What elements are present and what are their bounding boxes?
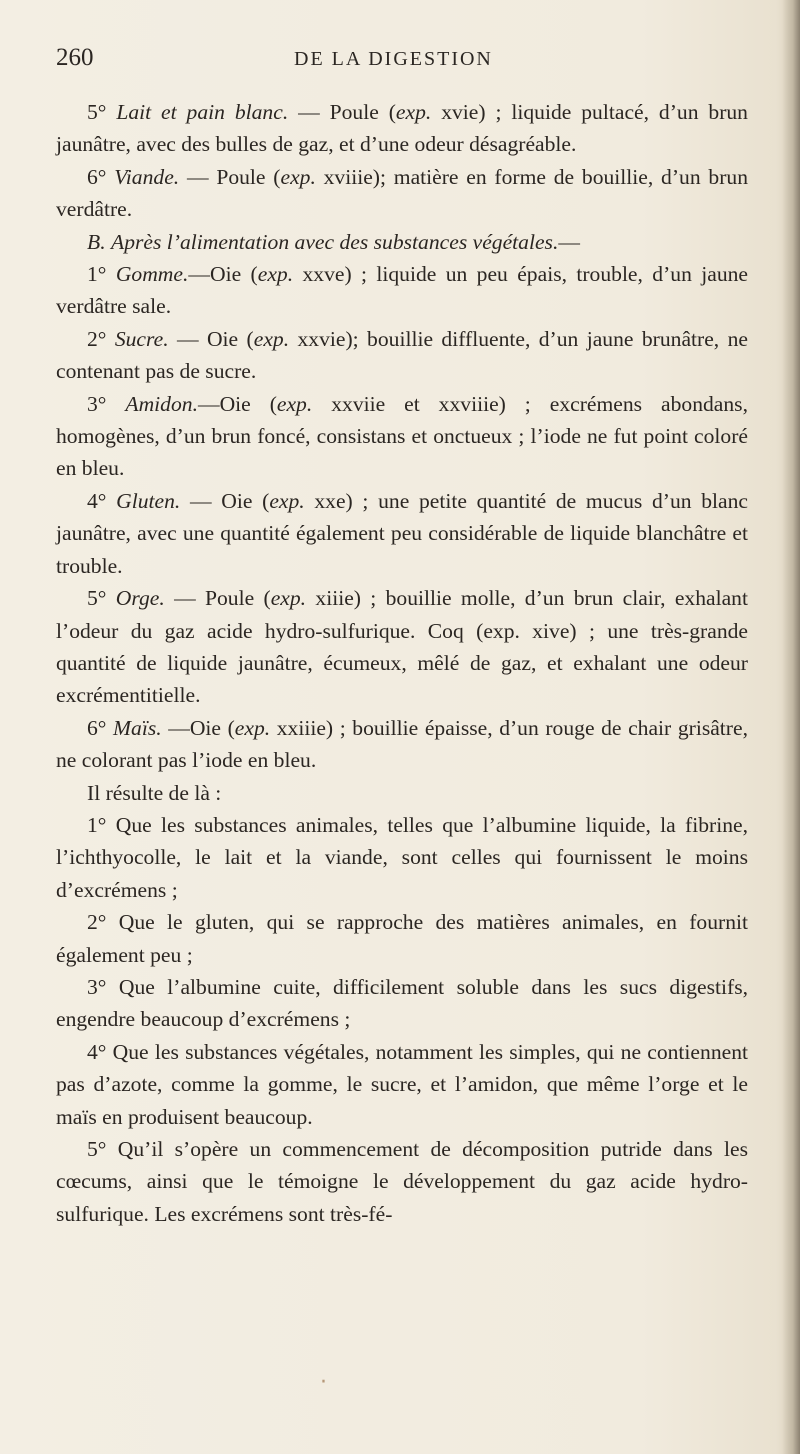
ink-smudge-mark: · xyxy=(320,1370,327,1395)
page-number: 260 xyxy=(56,44,94,71)
paragraph: 2° Sucre. — Oie (exp. xxvie); bouillie diffluente, d’un jaune brunâtre, ne contenant pas de sucre. xyxy=(56,326,748,384)
paragraph: 6° Maïs. —Oie (exp. xxiiie) ; bouillie épaisse, d’un rouge de chair grisâtre, ne colorant pas l’iode en bleu. xyxy=(56,715,748,773)
conclusion-item: 5° Qu’il s’opère un commencement de décomposition putride dans les cœcums, ainsi que le témoigne le développement du gaz acide hydro-sulfurique. Les excrémens sont très-fé- xyxy=(56,1137,748,1226)
conclusion-item: 1° Que les substances animales, telles que l’albumine liquide, la fibrine, l’ichthyocolle, le lait et la viande, sont celles qui fournissent le moins d’excrémens ; xyxy=(56,812,748,902)
paragraph: 1° Gomme.—Oie (exp. xxve) ; liquide un peu épais, trouble, d’un jaune verdâtre sale. xyxy=(56,262,748,319)
paragraph: 3° Amidon.—Oie (exp. xxviie et xxviiie) ; excrémens abondans, homogènes, d’un brun foncé, consistans et onctueux ; l’iode ne fut point coloré en bleu. xyxy=(56,391,748,481)
section-heading: B. Après l’alimentation avec des substances végétales.— xyxy=(87,229,580,254)
conclusion-item: 2° Que le gluten, qui se rapproche des matières animales, en fournit également peu ; xyxy=(56,910,748,967)
running-title: DE LA DIGESTION xyxy=(294,48,493,70)
body-text xyxy=(56,96,748,1230)
paragraph: 5° Lait et pain blanc. — Poule (exp. xvie) ; liquide pultacé, d’un brun jaunâtre, avec des bulles de gaz, et d’une odeur désagréable. xyxy=(56,100,748,157)
page-edge-shadow xyxy=(782,0,800,1454)
paragraph: 4° Gluten. — Oie (exp. xxe) ; une petite quantité de mucus d’un blanc jaunâtre, avec une quantité également peu considérable de liquide blanchâtre et trouble. xyxy=(56,488,748,578)
paragraph: 6° Viande. — Poule (exp. xviiie); matière en forme de bouillie, d’un brun verdâtre. xyxy=(56,164,748,222)
conclusion-item: 4° Que les substances végétales, notamment les simples, qui ne contiennent pas d’azote, comme la gomme, le sucre, et l’amidon, que même l’orge et le maïs en produisent beaucoup. xyxy=(56,1039,748,1129)
conclusion-intro: Il résulte de là : xyxy=(87,780,222,805)
running-head xyxy=(56,44,746,74)
conclusion-item: 3° Que l’albumine cuite, difficilement soluble dans les sucs digestifs, engendre beaucoup d’excrémens ; xyxy=(56,974,748,1032)
paragraph: 5° Orge. — Poule (exp. xiiie) ; bouillie molle, d’un brun clair, exhalant l’odeur du gaz acide hydro-sulfurique. Coq (exp. xive) ; une très-grande quantité de liquide jaunâtre, écumeux, mêlé de gaz, et exhalant une odeur excrémentitielle. xyxy=(56,586,748,708)
